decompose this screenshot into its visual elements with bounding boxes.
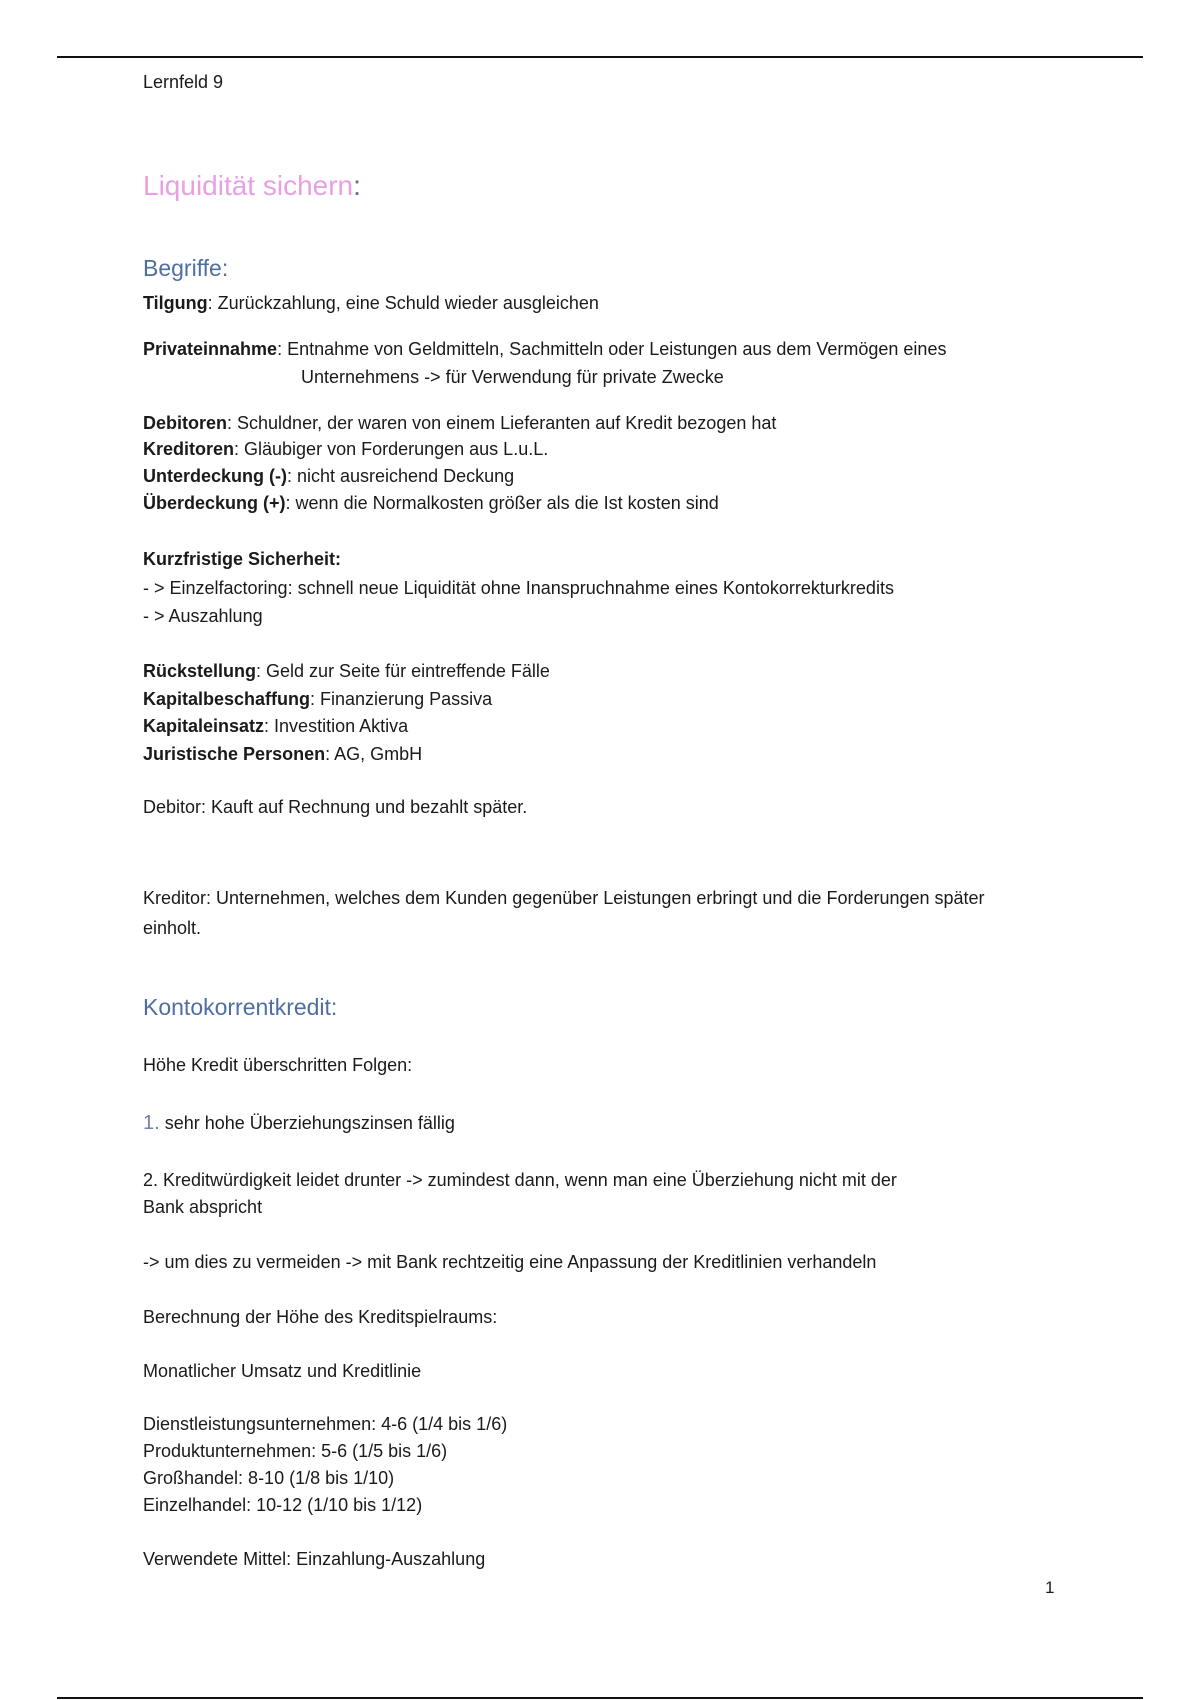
page-number: 1 <box>1045 1578 1055 1597</box>
list-item-2: 2. Kreditwürdigkeit leidet drunter -> zumindest dann, wenn man eine Überziehung nicht mit der <box>143 1170 897 1190</box>
term: Kapitaleinsatz <box>143 716 265 736</box>
definition-unterdeckung <box>143 463 514 489</box>
term: Unterdeckung (-) <box>143 466 287 486</box>
term: Kreditoren <box>143 439 235 459</box>
term: Kapitalbeschaffung <box>143 689 311 709</box>
paragraph-folgen: Höhe Kredit überschritten Folgen: <box>143 1055 413 1075</box>
definition-ueberdeckung <box>143 490 719 516</box>
definition-text: : Finanzierung Passiva <box>310 689 493 709</box>
page-title-colon: : <box>353 170 361 201</box>
term: Rückstellung <box>143 661 257 681</box>
definition-privateinnahme <box>143 336 946 362</box>
definition-text: : AG, GmbH <box>325 744 423 764</box>
definition-text: : wenn die Normalkosten größer als die Ist kosten sind <box>285 493 719 513</box>
paragraph-kreditor: Kreditor: Unternehmen, welches dem Kunden gegenüber Leistungen erbringt und die Forderungen später einholt. <box>143 888 985 938</box>
definition-text: : Entnahme von Geldmitteln, Sachmitteln oder Leistungen aus dem Vermögen eines <box>277 339 947 359</box>
definition-text: : Investition Aktiva <box>264 716 409 736</box>
definition-rueckstellung <box>143 658 550 684</box>
section-heading-kontokorrentkredit: Kontokorrentkredit: <box>143 994 338 1020</box>
list-text: sehr hohe Überziehungszinsen fällig <box>159 1113 455 1133</box>
definition-text: : Zurückzahlung, eine Schuld wieder ausgleichen <box>207 293 599 313</box>
page-title <box>143 170 361 202</box>
rate-produkt: Produktunternehmen: 5-6 (1/5 bis 1/6) <box>143 1441 448 1461</box>
subheading-text: Kurzfristige Sicherheit: <box>143 549 342 569</box>
bottom-rule <box>57 1697 1143 1699</box>
definition-kapitaleinsatz <box>143 713 408 739</box>
definition-debitoren <box>143 410 776 436</box>
term: Debitoren <box>143 413 228 433</box>
list-item-2-cont: Bank abspricht <box>143 1197 263 1217</box>
paragraph-berechnung: Berechnung der Höhe des Kreditspielraums: <box>143 1307 498 1327</box>
definition-text: : Schuldner, der waren von einem Lieferanten auf Kredit bezogen hat <box>227 413 777 433</box>
definition-text: : Geld zur Seite für eintreffende Fälle <box>256 661 550 681</box>
definition-juristische-personen <box>143 741 422 767</box>
list-item-auszahlung: - > Auszahlung <box>143 606 263 626</box>
page-title-text: Liquidität sichern <box>143 170 354 201</box>
definition-text: : nicht ausreichend Deckung <box>287 466 515 486</box>
paragraph-debitor: Debitor: Kauft auf Rechnung und bezahlt später. <box>143 797 528 817</box>
definition-text: : Gläubiger von Forderungen aus L.u.L. <box>234 439 549 459</box>
rate-grosshandel: Großhandel: 8-10 (1/8 bis 1/10) <box>143 1468 395 1488</box>
paragraph-mittel: Verwendete Mittel: Einzahlung-Auszahlung <box>143 1549 486 1569</box>
page-header: Lernfeld 9 <box>143 72 224 92</box>
subheading-kurzfristige-sicherheit <box>143 546 341 572</box>
term: Überdeckung (+) <box>143 493 286 513</box>
section-heading-begriffe: Begriffe: <box>143 255 229 281</box>
term: Tilgung <box>143 293 208 313</box>
rate-dienstleistung: Dienstleistungsunternehmen: 4-6 (1/4 bis 1/6) <box>143 1414 508 1434</box>
definition-tilgung <box>143 290 599 316</box>
definition-kapitalbeschaffung <box>143 686 492 712</box>
paragraph-monatlich: Monatlicher Umsatz und Kreditlinie <box>143 1361 422 1381</box>
paragraph-vermeiden: -> um dies zu vermeiden -> mit Bank rechtzeitig eine Anpassung der Kreditlinien verhandeln <box>143 1252 877 1272</box>
term: Privateinnahme <box>143 339 278 359</box>
list-item-einzelfactoring: - > Einzelfactoring: schnell neue Liquidität ohne Inanspruchnahme eines Kontokorrekturkredits <box>143 578 894 598</box>
list-number: 1. <box>143 1112 160 1134</box>
term: Juristische Personen <box>143 744 326 764</box>
top-rule <box>57 56 1143 58</box>
definition-privateinnahme-cont: Unternehmens -> für Verwendung für private Zwecke <box>301 367 724 387</box>
list-item-1 <box>143 1110 455 1136</box>
rate-einzelhandel: Einzelhandel: 10-12 (1/10 bis 1/12) <box>143 1495 423 1515</box>
definition-kreditoren <box>143 436 548 462</box>
